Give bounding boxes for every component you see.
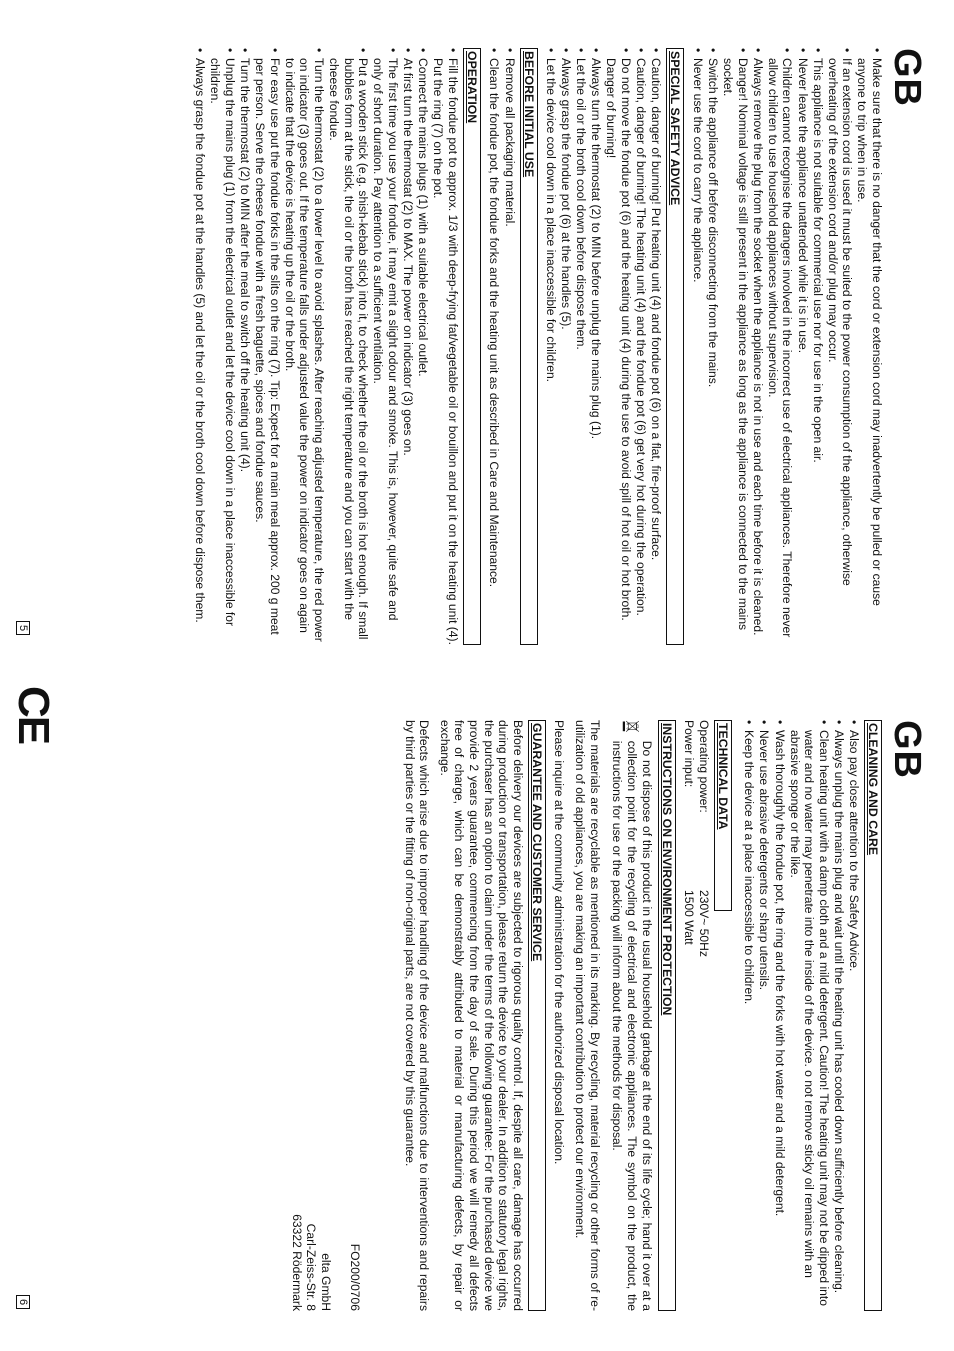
list-item: • Fill the fondue pot to approx. 1/3 with deep-frying fat/vegetable oil or bouillon and put it on the heating unit (4). Put the ring (7) on the pot.: [431, 48, 460, 645]
list-item: • Keep the device at a place inaccessible to children.: [742, 720, 757, 1311]
list-item: • Let the oil or the broth cool down before dispose them.: [574, 48, 589, 645]
list-item: • Always unplug the mains plug and wait until the heating unit has cooled down sufficiently before cleaning.: [831, 720, 846, 1311]
list-item: • Never use abrasive detergents or sharp utensils.: [757, 720, 772, 1311]
list-item: • Always remove the plug from the socket when the appliance is not in use and each time before it is cleaned.: [750, 48, 765, 645]
list-item: • Never use the cord to carry the appliance.: [690, 48, 705, 645]
guarantee-text: Before delivery our devices are subjected to rigorous quality control. If, despite all care, damage has occurred during production or transportation, please return the device to your dealer. In addition to statutory legal rights, the purchaser has an option to claim under the terms of the following guarantee: For the purchased device we provide 2 years guarantee, commencing from the day of sale. During this period we will remedy all defects free of charge, which can be demonstrably attributed to material or manufacturing defects, by repair or exchange.: [437, 720, 525, 1311]
guarantee-heading: GUARANTEE AND CUSTOMER SERVICE: [528, 720, 546, 1311]
list-item: • Clean heating unit with a damp cloth and a mild detergent. Caution! The heating unit may not be dipped into water and no water may penetrate into the inside of the device. o not remove sticky oil remains with an abrasive sponge or the like.: [787, 720, 831, 1311]
list-item: • Danger! Nominal voltage is still present in the appliance as long as the appliance is connected to the mains socket.: [720, 48, 749, 645]
list-item: • Always grasp the fondue pot at the handles (5) and let the oil or the broth cool down before dispose them.: [193, 48, 208, 645]
recycling-text: The materials are recyclable as mentioned in its marking. By recycling, material recycling or other forms of re-utilization of old appliances, you are making an important contribution to protect our environment.: [572, 720, 602, 1311]
list-item: • Always grasp the fondue pot (6) at the handles (5).: [559, 48, 574, 645]
safety-heading: SPECIAL SAFETY ADVICE: [666, 48, 684, 645]
environment-heading: INSTRUCTIONS ON ENVIRONMENT PROTECTION: [658, 720, 676, 1311]
list-item: • Switch the appliance off before disconnecting from the mains.: [705, 48, 720, 645]
cleaning-list: [742, 720, 861, 1311]
page-5: [0, 0, 954, 675]
operation-heading: OPERATION: [463, 48, 481, 645]
language-code: GB: [886, 720, 928, 779]
list-item: • Let the device cool down in a place inaccessible for children.: [544, 48, 559, 645]
list-item: • Caution, danger of burning! The heating unit (4) and the fondue pot (6) get very hot during the operation.: [634, 48, 649, 645]
before-use-heading: BEFORE INITIAL USE: [520, 48, 538, 645]
tech-label: Operating power:: [696, 720, 711, 813]
city: 63322 Rödermark: [289, 1214, 304, 1311]
tech-value: 230V~ 50Hz: [696, 890, 711, 957]
list-item: • Turn the thermostat (2) to a lower level to avoid splashes. After reaching adjusted temperature, the red power on indicator (3) goes out. If the temperature falls under adjusted value the power on indicator goes on again to indicate that the device is heating up the oil or the broth.: [282, 48, 326, 645]
company-name: elta GmbH: [318, 1253, 333, 1311]
safety-list: [544, 48, 664, 645]
list-item: • Clean the fondue pot, the fondue forks and the heating unit as described in Care and Maintenance.: [487, 48, 502, 645]
technical-data-table: [682, 720, 711, 1311]
list-item: • At first turn the thermostat (2) to MAX. The power on indicator (3) goes on.: [400, 48, 415, 645]
before-use-list: [487, 48, 517, 645]
list-item: • Children cannot recognise the dangers involved in the incorrect use of electrical appliances. Therefore never allow children to use household appliances without supervision.: [765, 48, 794, 645]
language-code: GB: [886, 48, 928, 107]
list-item: • This appliance is not suitable for commercial use nor for use in the open air.: [810, 48, 825, 645]
technical-data-heading: TECHNICAL DATA: [714, 720, 732, 911]
tech-label: Power input:: [682, 720, 697, 788]
list-item: • Also pay close attention to the Safety Advice.: [846, 720, 861, 1311]
disposal-location-text: Please inquire at the community administration for the authorized disposal location.: [552, 720, 567, 1165]
crossed-bin-icon: [608, 720, 654, 733]
cleaning-heading: CLEANING AND CARE: [864, 720, 882, 1311]
list-item: • If an extension cord is used it must be suited to the power consumption of the appliance, otherwise overheating of the extension cord and/or plug may occur.: [825, 48, 854, 645]
operation-list: [193, 48, 460, 645]
list-item: • Turn the thermostat (2) to MIN after the meal to switch off the heating unit (4).: [237, 48, 252, 645]
list-item: • Remove all packaging material.: [502, 48, 517, 645]
tech-value: 1500 Watt: [682, 890, 697, 945]
street: Carl-Zeiss-Str. 8: [304, 1223, 319, 1311]
intro-list: [690, 48, 884, 645]
list-item: • For easy use put the fondue forks in the slits on the ring (7). Tip: Expect for a main meal approx. 200 g meat per person. Serve the cheese fondue with a fresh baguette, spices and fondue sauces.: [253, 48, 282, 645]
document-code: FO200/0706: [348, 1243, 363, 1311]
list-item: • Wash thoroughly the fondue pot, the ring and the forks with hot water and a mild detergent.: [772, 720, 787, 1311]
page-6: [0, 676, 954, 1351]
list-item: • Never leave the appliance unattended while it is in use.: [795, 48, 810, 645]
list-item: • Unplug the mains plug (1) from the electrical outlet and let the device cool down in a place inaccessible for children.: [208, 48, 237, 645]
guarantee-exclusions-text: Defects which arise due to improper handling of the device and malfunctions due to interventions and repairs by third parties or the fitting of non-original parts, are not covered by this guarantee.: [402, 720, 432, 1311]
list-item: • Caution, danger of burning! Put heating unit (4) and fondue pot (6) on a flat, fire-proof surface.: [649, 48, 664, 645]
disposal-block: [608, 720, 654, 1311]
list-item: • Put a wooden stick (e.g. shish-kebab stick) into it, to check whether the oil or the broth is hot enough. If small bubbles form at the stick, the oil or the broth has reached the right temperature and you can start with the cheese fondue.: [327, 48, 371, 645]
page-number: 6: [16, 1295, 30, 1309]
ce-mark-icon: CE: [9, 686, 58, 744]
list-item: • The first time you use your fondue, it may emit a slight odour and smoke. This is, however, quite safe and only of short duration. Pay attention to a sufficient ventilation.: [371, 48, 400, 645]
list-item: • Make sure that there is no danger that the cord or extension cord may inadvertently be pulled or cause anyone to trip when in use.: [855, 48, 884, 645]
list-item: • Always turn the thermostat (2) to MIN before unplug the mains plug (1).: [589, 48, 604, 645]
list-item: • Connect the mains plugs (1) with a suitable electrical outlet.: [416, 48, 431, 645]
page-number: 5: [16, 621, 30, 635]
company-address: [289, 720, 362, 1311]
list-item: • Do not move the fondue pot (6) and the heating unit (4) during the use to avoid spill of hot oil or hot broth. Danger of burning!: [604, 48, 633, 645]
disposal-text: Do not dispose of this product in the usual household garbage at the end of its life cycle; hand it over at a collection point for the recycling of electrical and electronic appliances. The symbol on the product, the instructions for use or the packing will inform about the methods for disposal.: [610, 740, 654, 1311]
